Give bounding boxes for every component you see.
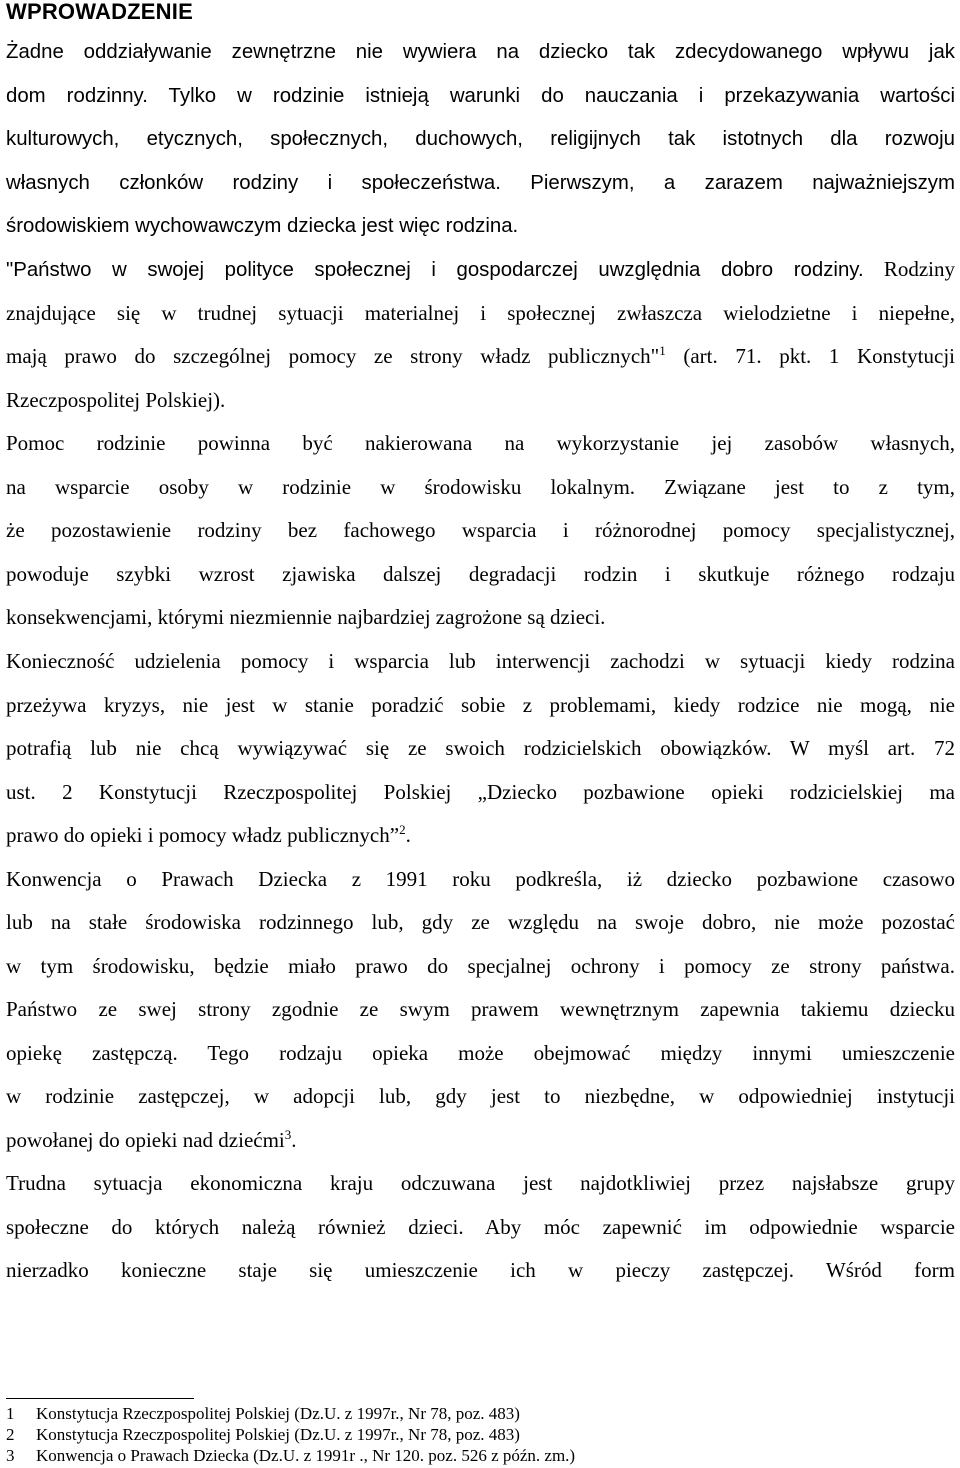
line-text: prawo do opieki i pomocy władz publicznych”: [6, 823, 400, 847]
paragraph-line: [6, 254, 955, 285]
paragraph-line: nierzadko konieczne staje się umieszczenie ich w pieczy zastępczej. Wśród form: [6, 1258, 955, 1282]
paragraph-line: społeczne do których należą również dzieci. Aby móc zapewnić im odpowiednie wsparcie: [6, 1215, 955, 1239]
line-tail: .: [405, 823, 411, 847]
paragraph-line: Rzeczpospolitej Polskiej).: [6, 388, 226, 412]
footnote-separator: [6, 1398, 194, 1399]
paragraph-line: [6, 820, 955, 850]
footnote-number: 3: [6, 1446, 15, 1465]
paragraph-line: powoduje szybki wzrost zjawiska dalszej degradacji rodzin i skutkuje różnego rodzaju: [6, 562, 955, 586]
footnote-text: Konstytucja Rzeczpospolitej Polskiej (Dz.U. z 1997r., Nr 78, poz. 483): [36, 1404, 520, 1423]
paragraph-line: Konieczność udzielenia pomocy i wsparcia lub interwencji zachodzi w sytuacji kiedy rodzina: [6, 649, 955, 673]
line-text: powołanej do opieki nad dziećmi: [6, 1128, 285, 1152]
paragraph-line: kulturowych, etycznych, społecznych, duchowych, religijnych tak istotnych dla rozwoju: [6, 128, 955, 150]
paragraph-line: Pomoc rodzinie powinna być nakierowana na wykorzystanie jej zasobów własnych,: [6, 431, 955, 455]
quoted-text: "Państwo w swojej polityce społecznej i gospodarczej uwzględnia dobro rodziny.: [6, 259, 864, 281]
paragraph-line: własnych członków rodziny i społeczeństwa. Pierwszym, a zarazem najważniejszym: [6, 172, 955, 194]
footnote-number: 2: [6, 1425, 15, 1444]
paragraph-line: [6, 341, 955, 371]
paragraph-line: w rodzinie zastępczej, w adopcji lub, gdy jest to niezbędne, w odpowiedniej instytucji: [6, 1084, 955, 1108]
line-text: mają prawo do szczególnej pomocy ze strony władz publicznych": [6, 344, 660, 368]
footnote-number: 1: [6, 1404, 15, 1423]
paragraph-line: w tym środowisku, będzie miało prawo do specjalnej ochrony i pomocy ze strony państwa.: [6, 954, 955, 978]
paragraph-line: Państwo ze swej strony zgodnie ze swym prawem wewnętrznym zapewnia takiemu dziecku: [6, 997, 955, 1021]
paragraph-line: konsekwencjami, którymi niezmiennie najbardziej zagrożone są dzieci.: [6, 605, 606, 629]
document-heading: WPROWADZENIE: [6, 0, 193, 24]
line-tail: Rodziny: [883, 257, 956, 281]
paragraph-line: lub na stałe środowiska rodzinnego lub, gdy ze względu na swoje dobro, nie może pozostać: [6, 910, 955, 934]
footnote: [6, 1403, 706, 1425]
footnote-text: Konstytucja Rzeczpospolitej Polskiej (Dz.U. z 1997r., Nr 78, poz. 483): [36, 1425, 520, 1444]
footnote-text: Konwencja o Prawach Dziecka (Dz.U. z 1991r ., Nr 120. poz. 526 z późn. zm.): [36, 1446, 576, 1465]
paragraph-line: Żadne oddziaływanie zewnętrzne nie wywiera na dziecko tak zdecydowanego wpływu jak: [6, 41, 955, 63]
paragraph-line: że pozostawienie rodziny bez fachowego wsparcia i różnorodnej pomocy specjalistycznej,: [6, 518, 955, 542]
line-tail: (art. 71. pkt. 1 Konstytucji: [665, 344, 955, 368]
paragraph-line: ust. 2 Konstytucji Rzeczpospolitej Polskiej „Dziecko pozbawione opieki rodzicielskiej ma: [6, 780, 955, 804]
line-tail: .: [291, 1128, 297, 1152]
paragraph-line: Konwencja o Prawach Dziecka z 1991 roku podkreśla, iż dziecko pozbawione czasowo: [6, 867, 955, 891]
paragraph-line: przeżywa kryzys, nie jest w stanie poradzić sobie z problemami, kiedy rodzice nie mogą, nie: [6, 693, 955, 717]
paragraph-line: środowiskiem wychowawczym dziecka jest więc rodzina.: [6, 215, 519, 237]
footnote-ref: 1: [659, 343, 666, 359]
paragraph-line: na wsparcie osoby w rodzinie w środowisku lokalnym. Związane jest to z tym,: [6, 475, 955, 499]
paragraph-line: Trudna sytuacja ekonomiczna kraju odczuwana jest najdotkliwiej przez najsłabsze grupy: [6, 1171, 955, 1195]
paragraph-line: znajdujące się w trudnej sytuacji materialnej i społecznej zwłaszcza wielodzietne i niepełne,: [6, 301, 955, 325]
paragraph-line: dom rodzinny. Tylko w rodzinie istnieją warunki do nauczania i przekazywania wartości: [6, 85, 955, 107]
footnote: [6, 1445, 706, 1467]
footnote-ref: 3: [284, 1127, 292, 1143]
paragraph-line: opiekę zastępczą. Tego rodzaju opieka może obejmować między innymi umieszczenie: [6, 1041, 955, 1065]
footnote-ref: 2: [399, 822, 406, 838]
paragraph-line: [6, 1125, 955, 1155]
footnote: [6, 1424, 706, 1446]
paragraph-line: potrafią lub nie chcą wywiązywać się ze swoich rodzicielskich obowiązków. W myśl art. 72: [6, 736, 955, 760]
